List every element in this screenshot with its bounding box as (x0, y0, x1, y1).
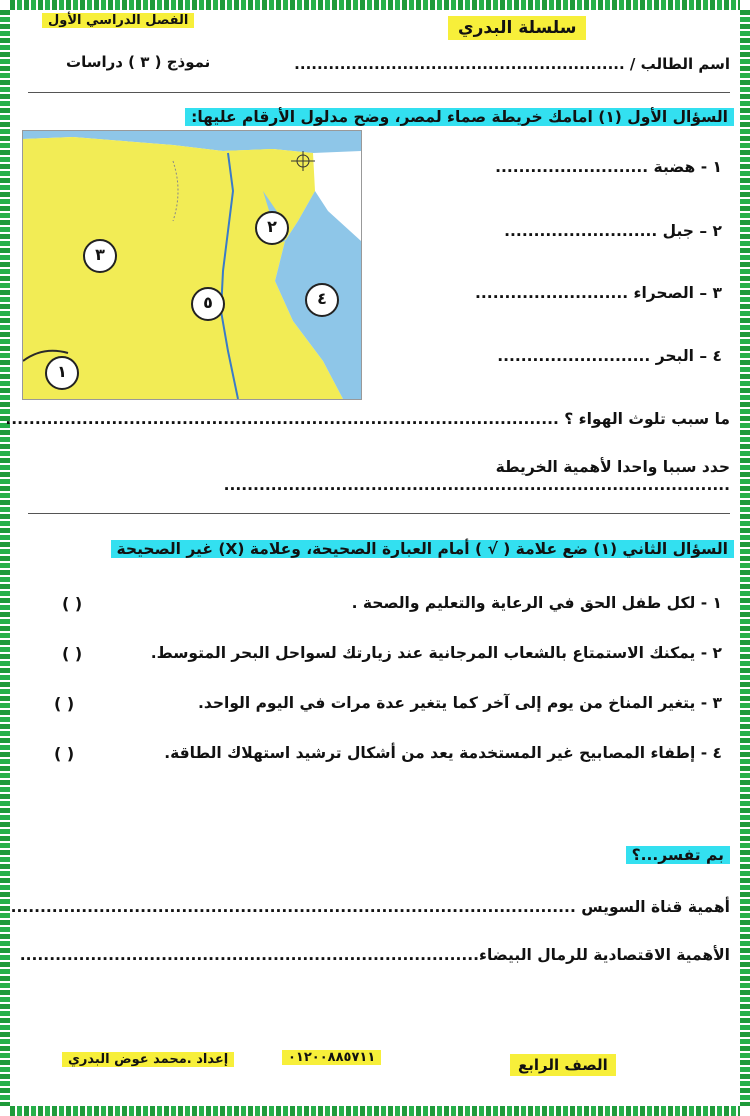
q2-answer-1[interactable]: ( ) (62, 594, 83, 613)
q2-item-2: ٢ - يمكنك الاستمتاع بالشعاب المرجانية عند زيارتك لسواحل البحر المتوسط. (150, 644, 722, 662)
q2-answer-2[interactable]: ( ) (62, 644, 83, 663)
map-label-4: ٤ (305, 283, 339, 317)
map-label-3: ٣ (83, 239, 117, 273)
map-label-2: ٢ (255, 211, 289, 245)
q2-item-4: ٤ - إطفاء المصابيح غير المستخدمة يعد من أشكال ترشيد استهلاك الطاقة. (164, 744, 722, 762)
frame-left (0, 10, 10, 1106)
q3-title: بم تفسر...؟ (626, 846, 730, 864)
q2-answer-3[interactable]: ( ) (54, 694, 75, 713)
map-label-5: ٥ (191, 287, 225, 321)
q2-answer-4[interactable]: ( ) (54, 744, 75, 763)
frame-bottom (10, 1106, 740, 1116)
map-label-1: ١ (45, 356, 79, 390)
q1-item-1: ١ - هضبة .......................... (495, 158, 722, 176)
term-label: الفصل الدراسي الأول (42, 13, 194, 28)
series-title: سلسلة البدري (448, 16, 586, 40)
q1-title: السؤال الأول (١) امامك خريطة صماء لمصر، وضح مدلول الأرقام عليها: (185, 108, 734, 126)
q3-item-2: الأهمية الاقتصادية للرمال البيضاء.............................................................................. (19, 946, 730, 964)
q2-title: السؤال الثاني (١) ضع علامة ( √ ) أمام العبارة الصحيحة، وعلامة (X) غير الصحيحة (111, 540, 735, 558)
model-label: نموذج ( ٣ ) دراسات (66, 53, 211, 71)
phone-number: ٠١٢٠٠٨٨٥٧١١ (282, 1050, 381, 1065)
q2-item-1: ١ - لكل طفل الحق في الرعاية والتعليم والصحة . (351, 594, 722, 612)
map-svg (23, 131, 361, 399)
q3-item-1: أهمية قناة السويس ................................................................................................ (10, 898, 730, 916)
frame-top (10, 0, 740, 10)
grade-label: الصف الرابع (510, 1054, 616, 1076)
q2-item-3: ٣ - يتغير المناخ من يوم إلى آخر كما يتغير عدة مرات في اليوم الواحد. (198, 694, 722, 712)
egypt-blank-map (22, 130, 362, 400)
q1-map-question: حدد سببا واحدا لأهمية الخريطة ...................................................................................... (223, 458, 730, 494)
q1-air-question: ما سبب تلوث الهواء ؟ .............................................................................................. (5, 410, 730, 428)
q1-item-3: ٣ – الصحراء .......................... (475, 284, 722, 302)
author-credit: إعداد .محمد عوض البدري (62, 1052, 234, 1067)
q1-item-2: ٢ – جبل .......................... (504, 222, 722, 240)
q1-item-4: ٤ – البحر .......................... (497, 347, 722, 365)
divider (28, 92, 730, 93)
frame-right (740, 10, 750, 1106)
student-name-field[interactable]: اسم الطالب / .......................................................... (294, 55, 730, 73)
divider (28, 513, 730, 514)
